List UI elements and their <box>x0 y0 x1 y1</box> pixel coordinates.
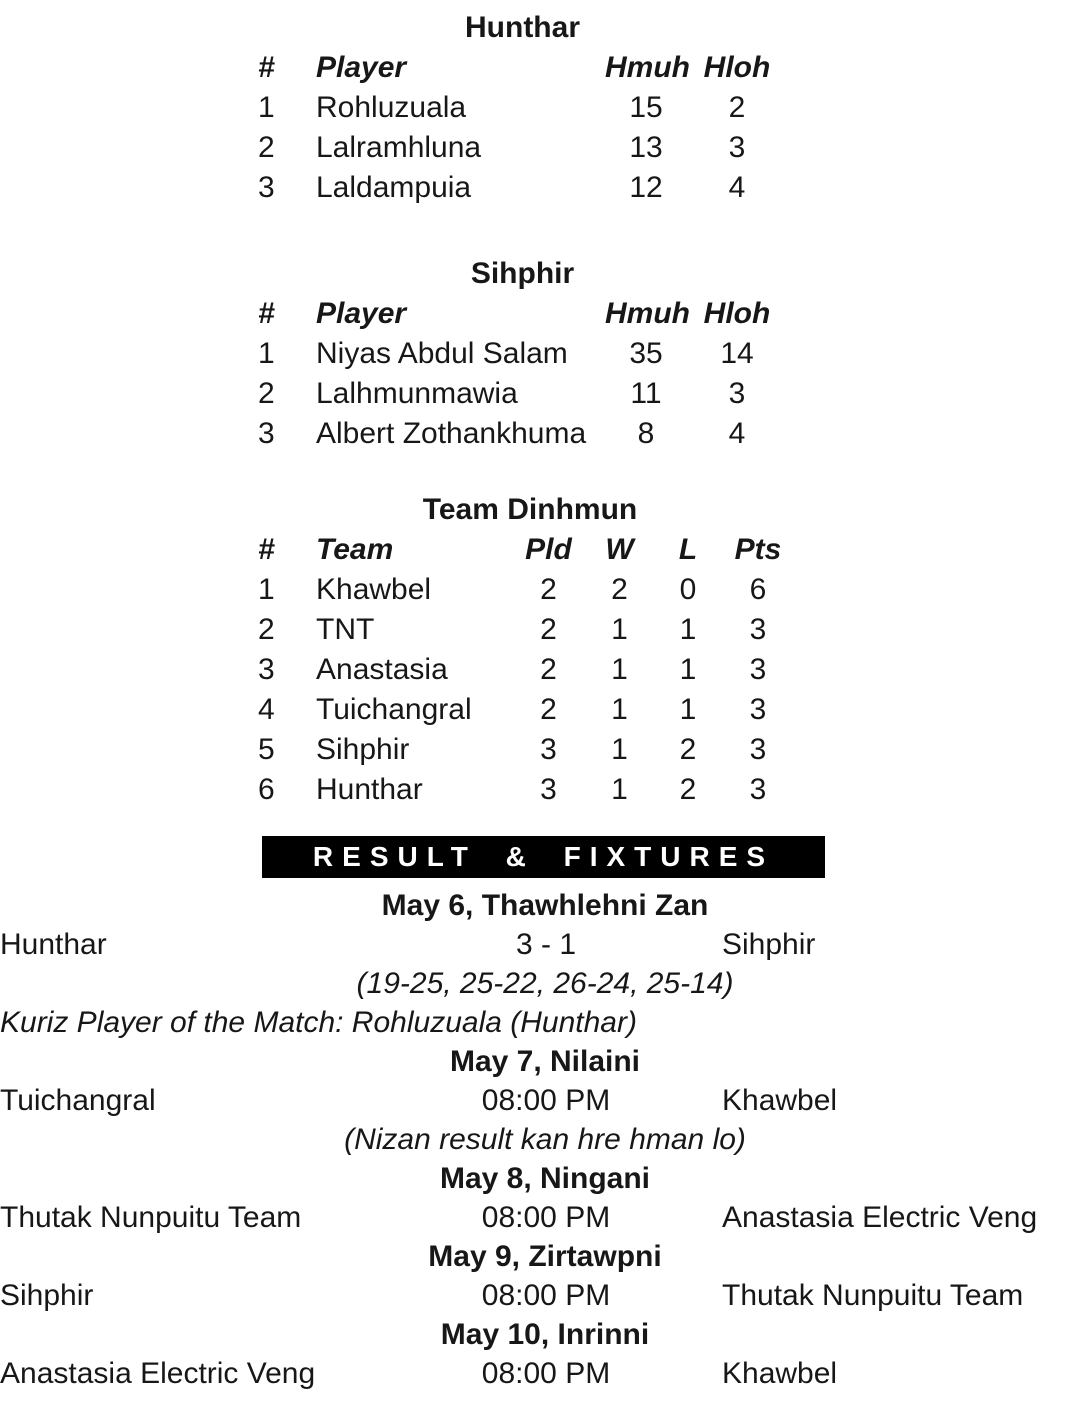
away-team: Khawbel <box>722 1084 838 1117</box>
column-header: Hloh <box>703 297 771 330</box>
cell: 1 <box>679 613 697 646</box>
cell: 3 <box>258 171 275 204</box>
column-header: Hmuh <box>605 51 690 84</box>
cell: 2 <box>679 733 697 766</box>
table-row <box>258 334 787 374</box>
match-row <box>0 1198 1090 1237</box>
cell: 14 <box>720 337 754 370</box>
home-team: Hunthar <box>0 928 107 961</box>
cell: Laldampuia <box>316 171 472 204</box>
cell: 8 <box>637 417 655 450</box>
table-row <box>258 88 787 128</box>
cell: 13 <box>629 131 663 164</box>
cell: 2 <box>611 573 628 606</box>
table-row <box>258 570 802 610</box>
cell: 3 <box>749 653 767 686</box>
home-team: Sihphir <box>0 1279 94 1312</box>
banner-label: RESULT & FIXTURES <box>312 841 775 872</box>
table-row <box>258 374 787 414</box>
table-row <box>258 128 787 168</box>
cell: 3 <box>749 733 767 766</box>
player-stats-section <box>0 8 1090 454</box>
match-date-header: May 8, Ningani <box>439 1162 651 1195</box>
cell: 5 <box>258 733 275 766</box>
table-row <box>258 690 802 730</box>
cell: 1 <box>611 773 628 806</box>
cell: Albert Zothankhuma <box>316 417 587 450</box>
cell: 1 <box>679 693 697 726</box>
score-or-time: 08:00 PM <box>481 1357 611 1390</box>
cell: 1 <box>611 613 628 646</box>
cell: 3 <box>728 131 746 164</box>
schedule-section <box>0 886 1090 1393</box>
cell: 3 <box>540 733 557 766</box>
cell: Rohluzuala <box>316 91 467 124</box>
score-or-time: 08:00 PM <box>481 1279 611 1312</box>
cell: 1 <box>258 91 275 124</box>
home-team: Thutak Nunpuitu Team <box>0 1201 302 1234</box>
column-header: Hmuh <box>605 297 690 330</box>
cell: 35 <box>629 337 663 370</box>
cell: Hunthar <box>316 773 423 806</box>
column-header: Pts <box>734 533 782 566</box>
cell: 4 <box>728 417 746 450</box>
column-header: Pld <box>525 533 572 566</box>
column-header: # <box>258 297 275 330</box>
match-row <box>0 1081 1090 1120</box>
player-of-match-note: Kuriz Player of the Match: Rohluzuala (Hunthar) <box>0 1006 637 1039</box>
cell: 2 <box>258 377 275 410</box>
cell: 12 <box>629 171 663 204</box>
cell: 4 <box>728 171 746 204</box>
match-date-header: May 7, Nilaini <box>449 1045 641 1078</box>
column-header: Player <box>316 51 407 84</box>
stats-table <box>258 8 787 208</box>
standings-section <box>0 490 1090 810</box>
away-team: Thutak Nunpuitu Team <box>722 1279 1024 1312</box>
cell: Sihphir <box>316 733 410 766</box>
cell: Niyas Abdul Salam <box>316 337 568 370</box>
match-date-header: May 10, Inrinni <box>440 1318 650 1351</box>
column-header: L <box>678 533 698 566</box>
cell: 2 <box>728 91 746 124</box>
cell: 2 <box>540 693 557 726</box>
table-header-row <box>258 530 802 570</box>
cell: 2 <box>540 653 557 686</box>
match-note: (Nizan result kan hre hman lo) <box>344 1123 746 1156</box>
cell: 3 <box>258 417 275 450</box>
table-header-row <box>258 48 787 88</box>
cell: 2 <box>258 131 275 164</box>
cell: 3 <box>540 773 557 806</box>
table-header-row <box>258 294 787 334</box>
cell: 1 <box>611 693 628 726</box>
cell: 3 <box>728 377 746 410</box>
cell: 6 <box>258 773 275 806</box>
cell: 1 <box>258 337 275 370</box>
column-header: # <box>258 51 275 84</box>
cell: 3 <box>749 773 767 806</box>
cell: 4 <box>258 693 275 726</box>
table-title: Sihphir <box>470 257 575 290</box>
stats-table <box>258 490 802 810</box>
cell: 1 <box>679 653 697 686</box>
home-team: Tuichangral <box>0 1084 156 1117</box>
cell: 3 <box>749 613 767 646</box>
stats-table <box>258 254 787 454</box>
table-row <box>258 730 802 770</box>
table-row <box>258 650 802 690</box>
score-or-time: 08:00 PM <box>481 1084 611 1117</box>
cell: Anastasia <box>316 653 448 686</box>
cell: 15 <box>629 91 663 124</box>
cell: 2 <box>679 773 697 806</box>
away-team: Sihphir <box>722 928 816 961</box>
table-row <box>258 168 787 208</box>
result-fixtures-banner <box>262 836 825 878</box>
table-title: Hunthar <box>465 11 580 44</box>
cell: 0 <box>679 573 697 606</box>
column-header: # <box>258 533 275 566</box>
table-title: Team Dinhmun <box>422 493 638 526</box>
cell: 3 <box>749 693 767 726</box>
cell: Lalhmunmawia <box>316 377 518 410</box>
away-team: Khawbel <box>722 1357 838 1390</box>
match-row <box>0 1276 1090 1315</box>
match-note: (19-25, 25-22, 26-24, 25-14) <box>356 967 734 1000</box>
cell: 1 <box>611 733 628 766</box>
table-row <box>258 770 802 810</box>
match-date-header: May 6, Thawhlehni Zan <box>381 889 709 922</box>
cell: 2 <box>540 613 557 646</box>
match-date-header: May 9, Zirtawpni <box>428 1240 662 1273</box>
cell: 2 <box>258 613 275 646</box>
cell: 3 <box>258 653 275 686</box>
score-or-time: 08:00 PM <box>481 1201 611 1234</box>
cell: Khawbel <box>316 573 432 606</box>
cell: Tuichangral <box>316 693 472 726</box>
column-header: W <box>605 533 634 566</box>
match-row <box>0 925 1090 964</box>
cell: 1 <box>258 573 275 606</box>
table-row <box>258 610 802 650</box>
column-header: Player <box>316 297 407 330</box>
match-row <box>0 1354 1090 1393</box>
cell: 2 <box>540 573 557 606</box>
away-team: Anastasia Electric Veng <box>722 1201 1038 1234</box>
cell: TNT <box>316 613 375 646</box>
table-row <box>258 414 787 454</box>
cell: Lalramhluna <box>316 131 482 164</box>
score-or-time: 3 - 1 <box>515 928 577 961</box>
cell: 1 <box>611 653 628 686</box>
home-team: Anastasia Electric Veng <box>0 1357 316 1390</box>
cell: 6 <box>749 573 767 606</box>
cell: 11 <box>630 377 662 410</box>
column-header: Team <box>316 533 394 566</box>
column-header: Hloh <box>703 51 771 84</box>
